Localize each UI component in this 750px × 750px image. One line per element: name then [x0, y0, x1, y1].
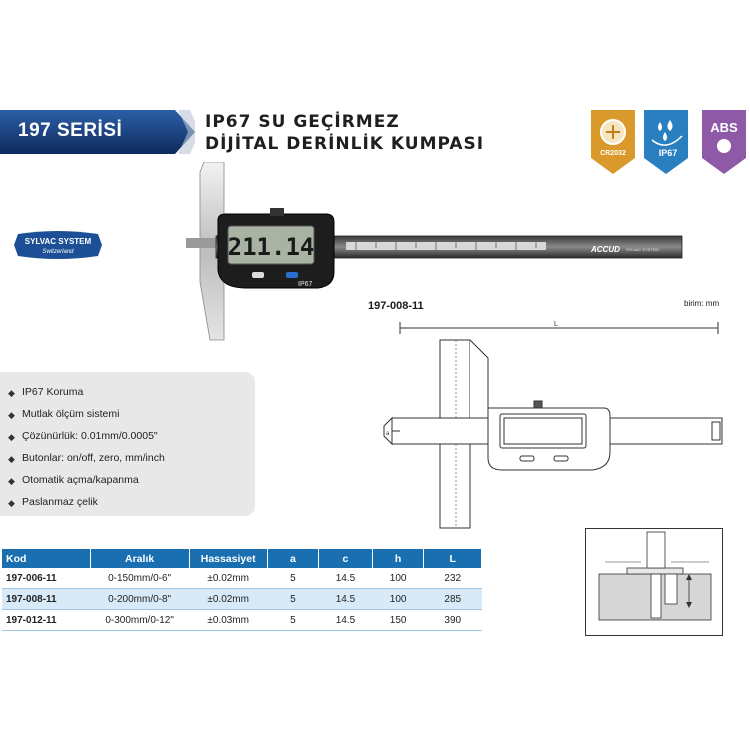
cell-l: 285 — [424, 589, 482, 610]
model-label: 197-008-11 — [368, 300, 424, 312]
cell-h: 100 — [372, 589, 424, 610]
circle-icon — [717, 139, 731, 153]
feature-item: ◆ Otomatik açma/kapanma — [8, 474, 139, 486]
cell-a: 5 — [267, 610, 318, 631]
cell-accuracy: ±0.03mm — [189, 610, 267, 631]
logo-line1: SYLVAC SYSTEM — [24, 237, 92, 246]
cell-range: 0-200mm/0-8" — [90, 589, 189, 610]
col-header-kod: Kod — [2, 549, 90, 568]
series-label: 197 SERİSİ — [18, 120, 123, 141]
sylvac-logo — [12, 230, 104, 260]
technical-drawing — [378, 318, 740, 536]
ip67-marking: IP67 — [298, 281, 313, 288]
cell-h: 150 — [372, 610, 424, 631]
cell-l: 390 — [424, 610, 482, 631]
cr2032-badge-text: CR2032 — [600, 150, 626, 157]
ip67-badge-text: IP67 — [658, 148, 678, 158]
cell-h: 100 — [372, 568, 424, 589]
cell-l: 232 — [424, 568, 482, 589]
battery-icon — [601, 120, 625, 144]
cell-accuracy: ±0.02mm — [189, 568, 267, 589]
cell-code: 197-006-11 — [2, 568, 90, 589]
feature-item: ◆ Butonlar: on/off, zero, mm/inch — [8, 452, 165, 464]
col-header-c: c — [319, 549, 373, 568]
cell-accuracy: ±0.02mm — [189, 589, 267, 610]
col-header-l: L — [424, 549, 482, 568]
page-title-line2: DİJİTAL DERİNLİK KUMPASI — [205, 134, 485, 154]
col-header-aralik: Aralık — [90, 549, 189, 568]
cell-c: 14.5 — [319, 589, 373, 610]
table-row — [2, 589, 482, 610]
cell-range: 0-150mm/0-6" — [90, 568, 189, 589]
cell-c: 14.5 — [319, 568, 373, 589]
table-row — [2, 610, 482, 631]
detail-drawing — [585, 528, 723, 636]
cell-a: 5 — [267, 589, 318, 610]
feature-item: ◆ Çözünürlük: 0.01mm/0.0005" — [8, 430, 158, 442]
power-button[interactable] — [286, 272, 298, 278]
zero-button[interactable] — [252, 272, 264, 278]
col-header-a: a — [267, 549, 318, 568]
table-row — [2, 568, 482, 589]
feature-item: ◆ Paslanmaz çelik — [8, 496, 98, 508]
features-panel — [0, 372, 255, 516]
page-title-line1: IP67 SU GEÇİRMEZ — [205, 112, 400, 132]
dimension-a: a — [386, 431, 390, 437]
table-header-row — [2, 549, 482, 568]
spec-table — [2, 549, 482, 631]
product-image — [186, 162, 686, 342]
feature-item: ◆ Mutlak ölçüm sistemi — [8, 408, 120, 420]
lcd-readout: 211.14 — [227, 233, 315, 261]
feature-item: ◆ IP67 Koruma — [8, 386, 84, 398]
brand-mark: ACCUD — [591, 245, 620, 254]
col-header-hassasiyet: Hassasiyet — [189, 549, 267, 568]
cell-a: 5 — [267, 568, 318, 589]
abs-badge-text: ABS — [710, 120, 738, 135]
col-header-h: h — [372, 549, 424, 568]
cell-c: 14.5 — [319, 610, 373, 631]
scale-marking: SYLVAC SYSTEM — [626, 247, 659, 252]
unit-label: birim: mm — [684, 299, 720, 308]
cell-code: 197-012-11 — [2, 610, 90, 631]
cell-range: 0-300mm/0-12" — [90, 610, 189, 631]
abs-badge — [702, 110, 746, 174]
dimension-L: L — [554, 321, 558, 328]
logo-line2: Switzerland — [42, 249, 74, 255]
cell-code: 197-008-11 — [2, 589, 90, 610]
